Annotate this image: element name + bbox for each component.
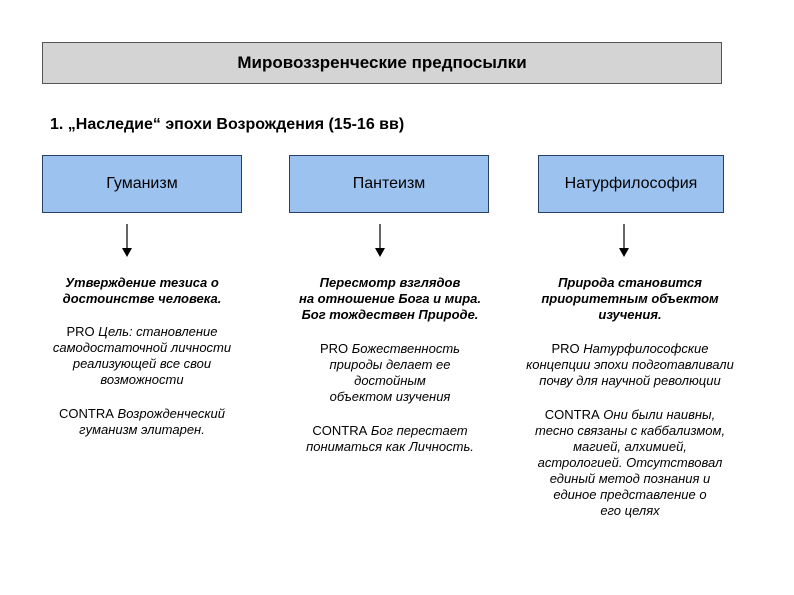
statement-line: достоинстве человека. <box>62 291 222 306</box>
pro-line: объектом изучения <box>329 389 451 404</box>
contra-tag: CONTRA <box>312 423 368 438</box>
contra-line: тесно связаны с каббализмом, <box>534 423 726 438</box>
pro-text: Натурфилософские <box>579 341 709 356</box>
statement <box>274 275 506 323</box>
box-pantheism: Пантеизм <box>289 155 489 213</box>
contra-line: астрологией. Отсутствовал <box>537 455 723 470</box>
header-title: Мировоззренческие предпосылки <box>42 42 722 84</box>
column-humanism <box>26 275 258 438</box>
contra-tag: CONTRA <box>544 407 600 422</box>
statement-line: Бог тождествен Природе. <box>301 307 479 322</box>
statement-line: Природа становится <box>558 275 702 290</box>
contra-line <box>512 407 748 423</box>
arrow-down-icon <box>618 224 630 258</box>
statement-line: Пересмотр взглядов <box>319 275 461 290</box>
pro-text: Цель: становление <box>94 324 218 339</box>
pro-line: природы делает ее <box>329 357 451 372</box>
pro-block <box>26 324 258 388</box>
contra-line: единый метод познания и <box>549 471 711 486</box>
statement <box>512 275 748 323</box>
statement <box>26 275 258 307</box>
contra-line: единое представление о <box>553 487 707 502</box>
statement-line: Утверждение тезиса о <box>65 275 219 290</box>
contra-text: Они были наивны, <box>599 407 716 422</box>
contra-block <box>274 423 506 455</box>
contra-block <box>512 407 748 519</box>
statement-line: изучения. <box>598 307 662 322</box>
box-humanism: Гуманизм <box>42 155 242 213</box>
column-natural-philosophy <box>512 275 748 519</box>
contra-text: Возрожденческий <box>113 406 225 421</box>
contra-line <box>274 423 506 439</box>
pro-text: Божественность <box>348 341 460 356</box>
pro-block <box>512 341 748 389</box>
pro-tag: PRO <box>320 341 349 356</box>
contra-text: Бог перестает <box>367 423 468 438</box>
column-pantheism <box>274 275 506 455</box>
pro-line: возможности <box>100 372 184 387</box>
arrow-down-icon <box>121 224 133 258</box>
statement-line: приоритетным объектом <box>541 291 719 306</box>
contra-line <box>26 406 258 422</box>
box-natural-philosophy: Натурфилософия <box>538 155 724 213</box>
contra-line: его целях <box>600 503 660 518</box>
pro-line: концепции эпохи подготавливали <box>526 357 734 372</box>
pro-block <box>274 341 506 405</box>
contra-line: магией, алхимией, <box>573 439 687 454</box>
pro-line: реализующей все свои <box>72 356 212 371</box>
arrow-down-icon <box>374 224 386 258</box>
section-title: 1. „Наследие“ эпохи Возрождения (15-16 вв) <box>50 116 405 133</box>
pro-line: самодостаточной личности <box>52 340 232 355</box>
pro-line: достойным <box>354 373 426 388</box>
statement-line: на отношение Бога и мира. <box>298 291 482 306</box>
pro-line: почву для научной революции <box>539 373 721 388</box>
pro-line <box>26 324 258 340</box>
pro-line <box>274 341 506 357</box>
pro-line <box>512 341 748 357</box>
contra-line: гуманизм элитарен. <box>79 422 205 437</box>
contra-block <box>26 406 258 438</box>
pro-tag: PRO <box>66 324 95 339</box>
contra-tag: CONTRA <box>59 406 114 421</box>
pro-tag: PRO <box>551 341 580 356</box>
contra-line: пониматься как Личность. <box>306 439 474 454</box>
